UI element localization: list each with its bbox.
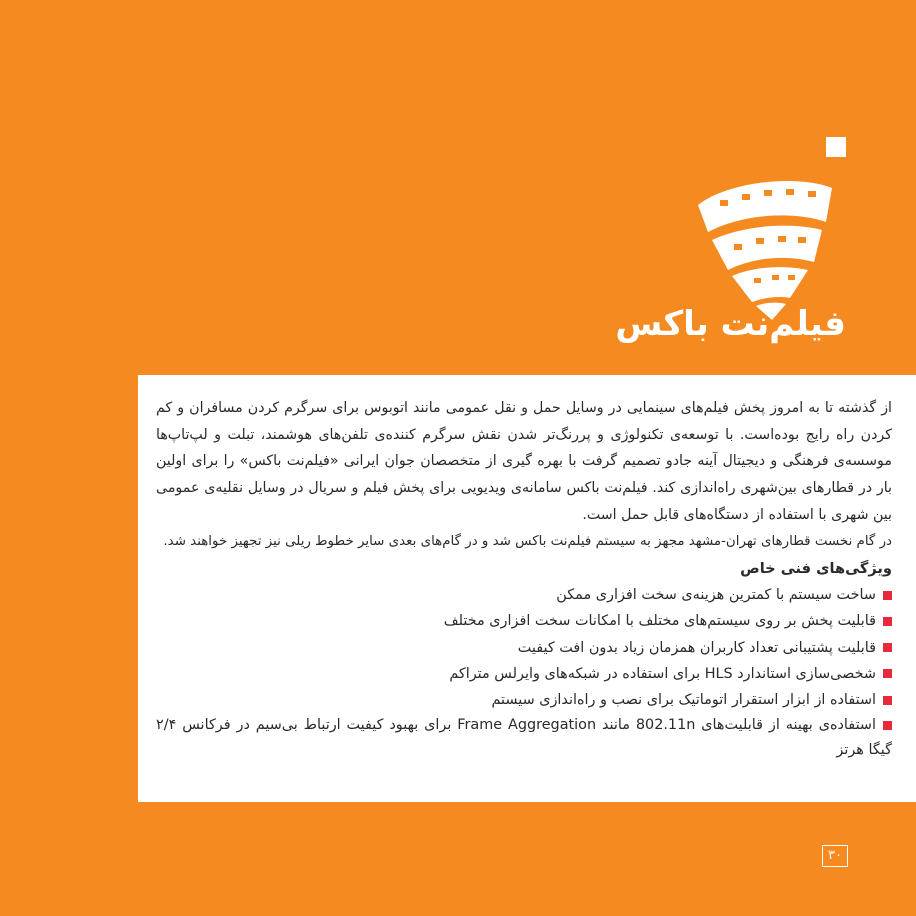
filmnet-reel-icon [690, 170, 840, 320]
feature-text: شخصی‌سازی استاندارد HLS برای استفاده در شبکه‌های وایرلس متراکم [449, 665, 876, 682]
content-panel [138, 375, 916, 802]
features-heading: ویژگی‌های فنی خاص [740, 560, 892, 578]
features-list [156, 582, 892, 763]
page-number: ۳۰ [822, 845, 848, 867]
intro-paragraph-second: در گام نخست قطارهای تهران-مشهد مجهز به سیستم فیلم‌نت باکس شد و در گام‌های بعدی سایر خطوط ریلی نیز تجهیز خواهند شد. [163, 533, 892, 549]
bullet-square-icon [883, 721, 892, 730]
bullet-square-icon [883, 591, 892, 600]
intro-paragraph: از گذشته تا به امروز پخش فیلم‌های سینمایی در وسایل حمل و نقل عمومی مانند اتوبوس برای سرگرم کردن مسافران و کم کردن راه رایج بوده‌است. با توسعه‌ی تکنولوژی و پررنگ‌تر شدن نقش سرگرم کننده‌ی تلفن‌های هوشمند، تبلت و لپ‌تاپ‌ها موسسه‌ی فرهنگی و دیجیتال آینه جادو تصمیم گرفت با بهره گیری از متخصصان جوان ایرانی «فیلم‌نت باکس» را برای اولین بار در قطارهای بین‌شهری راه‌اندازی کند. فیلم‌نت باکس سامانه‌ی ویدیویی برای پخش فیلم و سریال در وسایل نقلیه‌ی عمومی بین شهری با استفاده از دستگاه‌های قابل حمل است. [156, 400, 892, 523]
feature-item [156, 661, 892, 687]
feature-text: قابلیت پشتیبانی تعداد کاربران همزمان زیاد بدون افت کیفیت [517, 639, 876, 656]
feature-item [156, 582, 892, 608]
feature-text: قابلیت پخش بر روی سیستم‌های مختلف با امکانات سخت افزاری مختلف [443, 613, 876, 630]
feature-text: استفاده از ابزار استقرار اتوماتیک برای نصب و راه‌اندازی سیستم [491, 692, 876, 709]
feature-text: ساخت سیستم با کمترین هزینه‌ی سخت افزاری ممکن [556, 587, 876, 604]
logo-wordmark: فیلم‌نت باکس [615, 304, 846, 344]
feature-item [156, 687, 892, 713]
feature-item [156, 608, 892, 634]
bullet-square-icon [883, 669, 892, 678]
feature-item [156, 713, 892, 763]
bullet-square-icon [883, 643, 892, 652]
feature-text: استفاده‌ی بهینه از قابلیت‌های 802.11n مانند Frame Aggregation برای بهبود کیفیت ارتباط بی‌سیم در فرکانس ۲/۴ گیگا هرتز [156, 717, 892, 759]
bullet-square-icon [883, 617, 892, 626]
bullet-square-icon [883, 696, 892, 705]
feature-item [156, 635, 892, 661]
corner-square-decoration [826, 137, 846, 157]
